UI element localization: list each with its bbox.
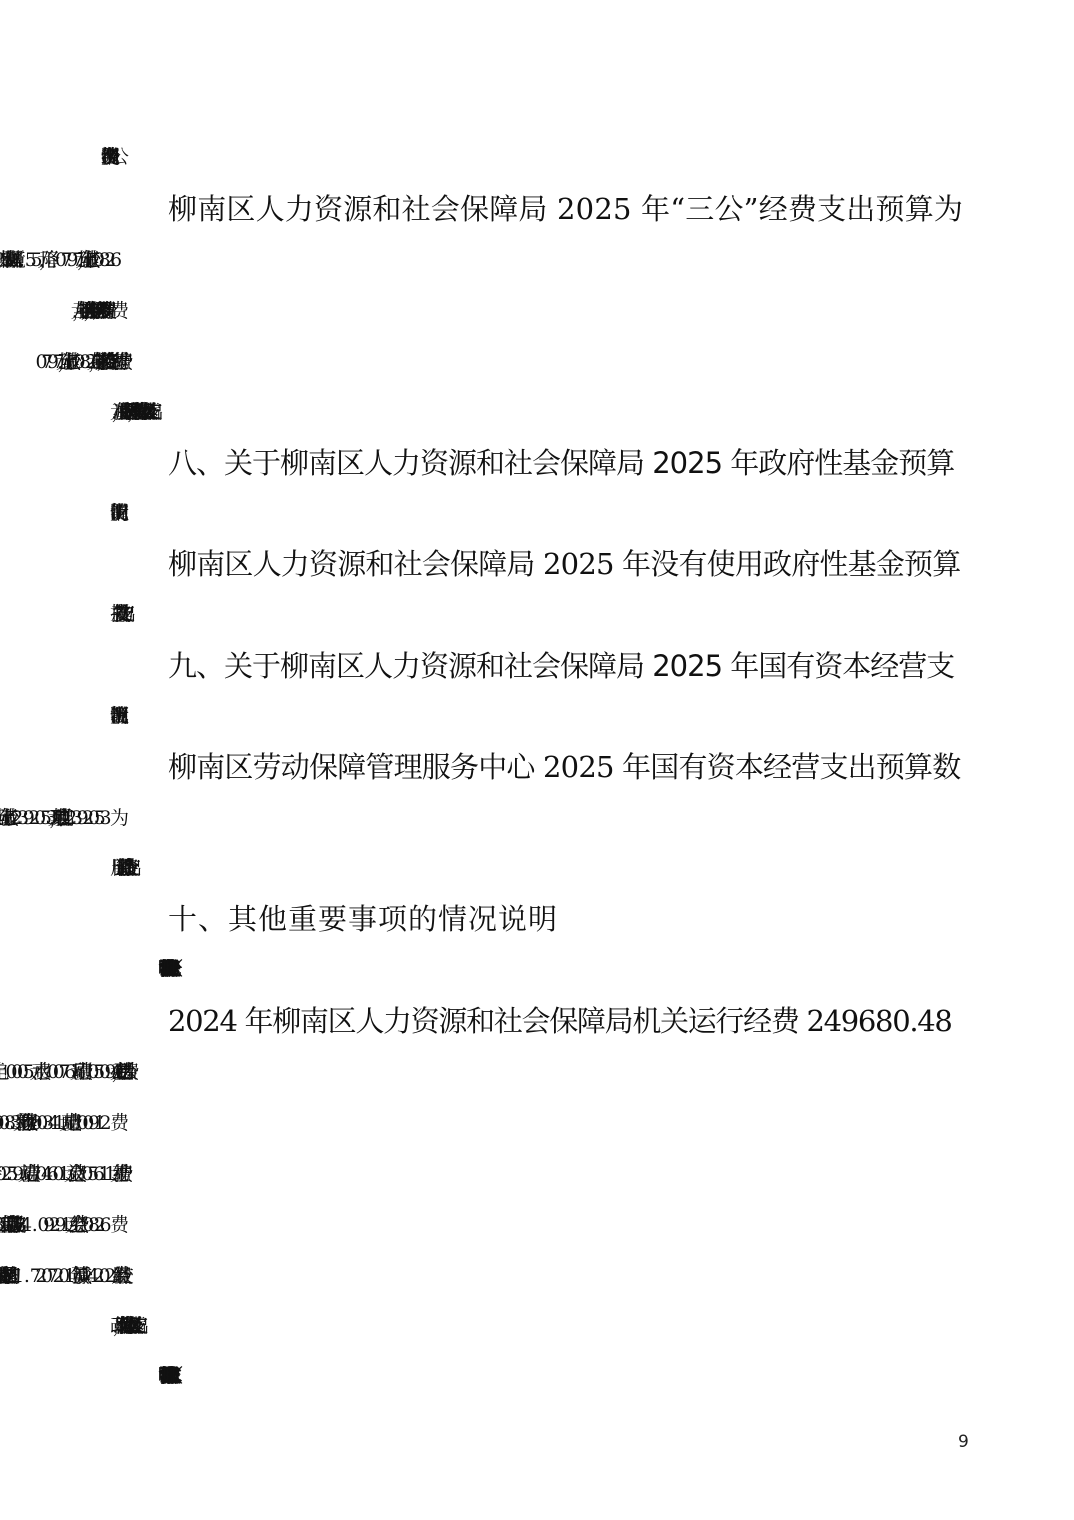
page-number: 9 (958, 1432, 969, 1452)
section-9-heading-continuation: 出预算情况说明 (110, 705, 111, 727)
paragraph-line: 拨款安排的支出。 (110, 603, 120, 625)
paragraph-line: 用于国企退管补助资金支出。 (110, 857, 126, 879)
paragraph-line: 柳南区人力资源和社会保障局 2025 年“三公”经费支出预算为 (168, 192, 964, 226)
paragraph-line (110, 291, 970, 331)
subsection-1-heading (165, 950, 1025, 990)
paragraph-line (110, 240, 970, 280)
paragraph-line: 柳南区劳动保障管理服务中心 2025 年国有资本经营支出预算数 (168, 750, 961, 784)
section-8-heading: 八、关于柳南区人力资源和社会保障局 2025 年政府性基金预算 (168, 446, 955, 480)
section-8-heading-continuation: 支出情况的说明 (110, 502, 111, 524)
paragraph-line (110, 342, 970, 382)
paragraph-line: 柳南区人力资源和社会保障局 2025 年没有使用政府性基金预算 (168, 547, 961, 581)
paragraph-line: 改革，取消劳动保障监察大队及压缩支出。 (110, 1315, 133, 1337)
paragraph-line: 2024 年柳南区人力资源和社会保障局机关运行经费 249680.48 (168, 1004, 952, 1038)
paragraph-line (110, 798, 970, 838)
section-9-heading: 九、关于柳南区人力资源和社会保障局 2025 年国有资本经营支 (168, 649, 955, 683)
paragraph-line (110, 1205, 970, 1245)
paragraph-line (110, 1256, 970, 1296)
paragraph-line (110, 1154, 970, 1194)
paragraph-line (110, 1103, 970, 1143)
subsection-2-heading (165, 1357, 1025, 1397)
paragraph-line (110, 1052, 970, 1092)
paragraph-line: 元，减少的主要原因是机构改革，取消劳动保障监察大队及压缩支出。 (110, 401, 148, 423)
section-7-heading-continuation (110, 137, 970, 177)
section-10-heading: 十、其他重要事项的情况说明 (168, 902, 559, 936)
